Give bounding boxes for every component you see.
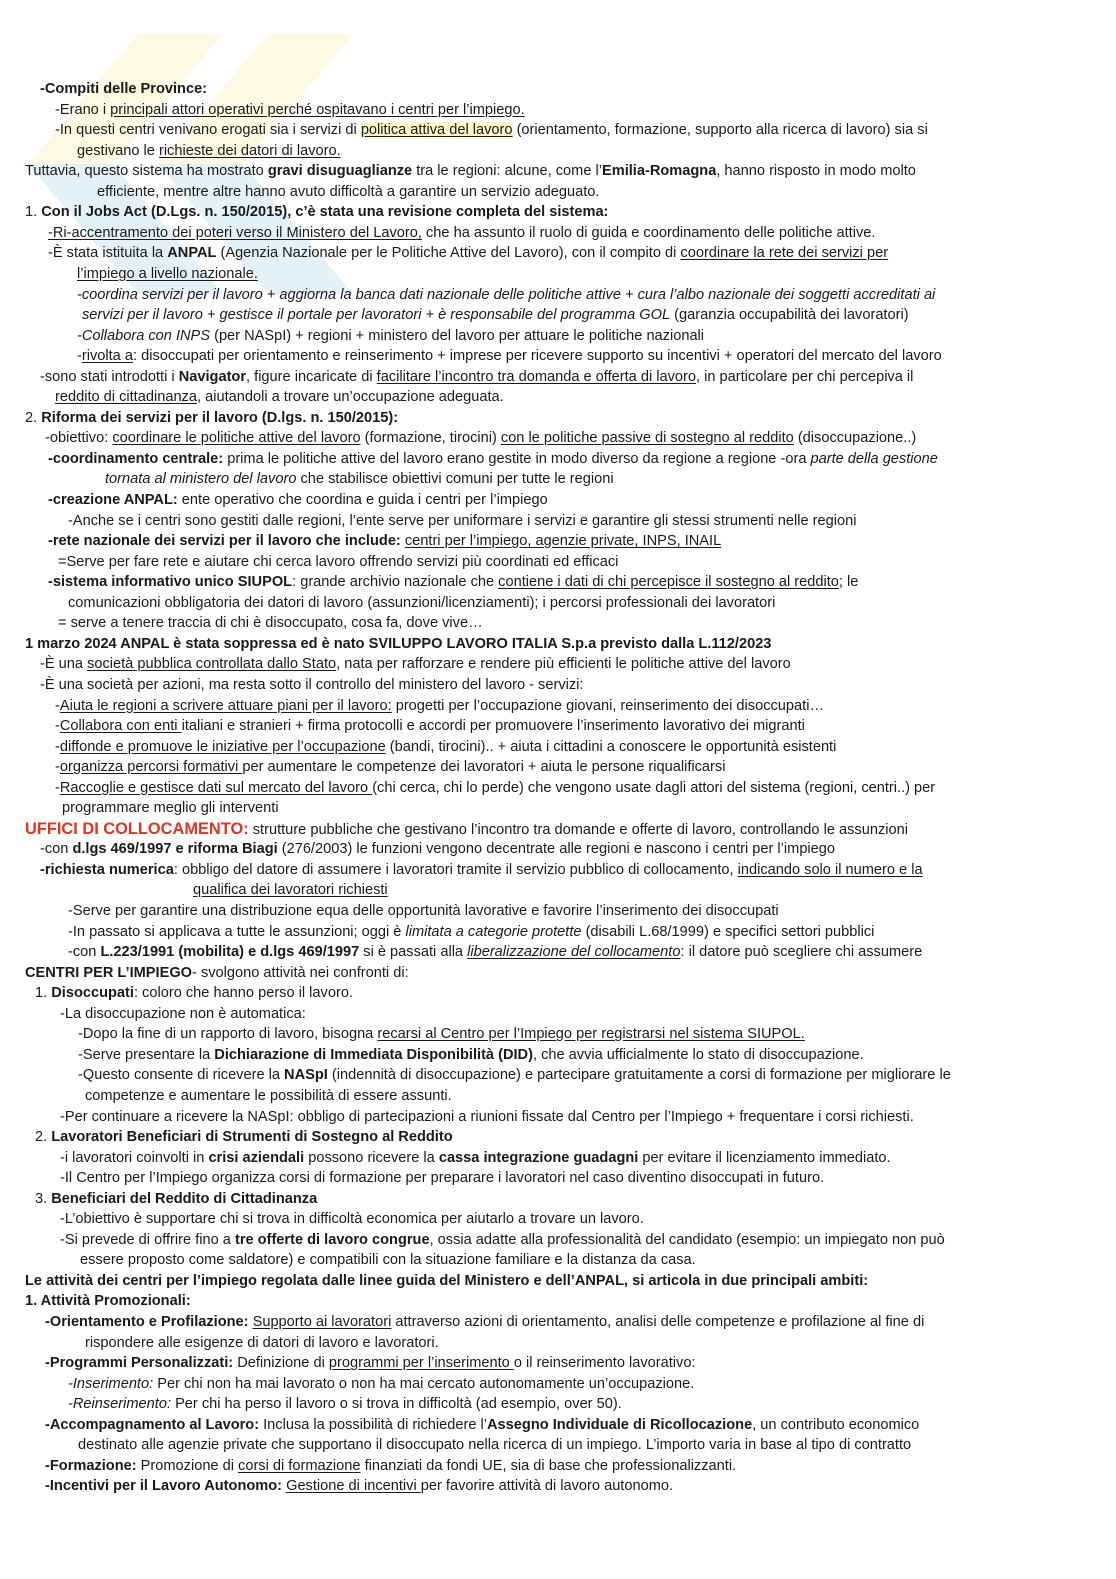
text-segment: indicando solo il numero e la (737, 861, 923, 878)
text-segment: per favorire attività di lavoro autonomo. (420, 1478, 674, 1495)
text-segment: (per NASpI) + regioni + ministero del lavoro per attuare le politiche nazionali (210, 327, 705, 344)
text-segment: , hanno risposto in modo molto (716, 163, 916, 180)
text-line (78, 1025, 805, 1044)
text-segment: Raccoglie e gestisce dati sul mercato del lavoro (59, 779, 373, 796)
text-segment: -In questi centri venivano erogati sia i servizi di (55, 122, 361, 139)
text-line (68, 512, 856, 531)
text-segment: -Reinserimento: (68, 1396, 172, 1413)
text-segment: contiene i dati di chi percepisce il sostegno al reddito (498, 574, 839, 591)
bold-text: -Compiti delle Province: (40, 81, 208, 97)
text-segment: : grande archivio nazionale che (292, 574, 499, 591)
text-segment: parte della gestione (810, 450, 938, 467)
text-line (55, 758, 725, 777)
text-segment: -obiettivo: (45, 430, 113, 447)
bold-text: Con il Jobs Act (D.Lgs. n. 150/2015), c’è stata una revisione completa del sistema: (41, 204, 609, 221)
text-segment: = serve a tenere traccia di chi è disoccupato, cosa fa, dove vive… (58, 615, 483, 632)
text-line (25, 1272, 868, 1291)
text-line (77, 142, 341, 161)
text-segment: : coloro che hanno perso il lavoro. (133, 985, 353, 1002)
text-segment: -È una società per azioni, ma resta sotto il controllo del ministero del lavoro - servizi: (40, 676, 584, 693)
text-segment: - (55, 738, 60, 755)
text-line (60, 1169, 824, 1188)
bold-text: Emilia-Romagna (601, 163, 717, 180)
text-segment: -i lavoratori coinvolti in (60, 1149, 209, 1166)
text-segment: diffonde e promuove le iniziative per l’occupazione (59, 738, 386, 755)
text-segment: : il datore può scegliere chi assumere (680, 944, 923, 961)
text-segment: finanziati da fondi UE, sia di base che professionalizzanti. (360, 1457, 737, 1474)
text-segment: rispondere alle esigenze di datori di lavoro e lavoratori. (85, 1334, 439, 1351)
text-segment: qualifica dei lavoratori richiesti (193, 882, 388, 899)
text-line (45, 1457, 736, 1476)
text-segment: (formazione, tirocini) (360, 430, 501, 447)
text-line (68, 1395, 622, 1414)
text-segment: limitata a categorie protette (405, 923, 582, 940)
bold-text: ANPAL (167, 245, 217, 262)
bold-text: -Incentivi per il Lavoro Autonomo: (45, 1478, 283, 1495)
text-segment: -Si prevede di offrire fino a (60, 1231, 235, 1248)
text-line (48, 224, 875, 243)
text-segment: , ossia adatte alla professionalità del candidato (esempio: un impiegato non può (429, 1231, 945, 1248)
bold-text: L.223/1991 (mobilita) e d.lgs 469/1997 (100, 944, 360, 961)
text-line (105, 470, 614, 489)
text-segment: -Questo consente di ricevere la (78, 1067, 285, 1084)
text-segment: che ha assunto il ruolo di guida e coordinamento delle politiche attive. (421, 224, 876, 241)
text-line (193, 881, 388, 900)
text-segment: rivolta a (81, 348, 133, 365)
document-page (0, 80, 1116, 1495)
bold-text: -creazione ANPAL: (48, 492, 178, 508)
text-line (60, 1149, 891, 1168)
text-segment: Inclusa la possibilità di richiedere l’ (259, 1416, 488, 1433)
text-segment: tra le regioni: alcune, come l’ (412, 163, 602, 180)
text-line (40, 80, 207, 99)
text-line (60, 1005, 306, 1024)
text-line (25, 1292, 191, 1311)
bold-text: Disoccupati (51, 985, 134, 1002)
text-segment: , che avvia ufficialmente lo stato di disoccupazione. (532, 1046, 864, 1063)
text-line (68, 1375, 694, 1394)
text-line (25, 203, 608, 222)
text-line (85, 1087, 452, 1106)
text-segment: -Erano i (55, 101, 111, 118)
text-line (55, 101, 525, 120)
bold-text: Lavoratori Beneficiari di Strumenti di Sostegno al Reddito (51, 1129, 453, 1146)
bold-text: -Formazione: (45, 1457, 137, 1474)
text-line (35, 984, 353, 1003)
text-segment: Definizione di (233, 1355, 329, 1372)
text-segment: organizza percorsi formativi (59, 759, 243, 776)
text-line (85, 1334, 439, 1353)
text-segment: l’impiego a livello nazionale. (77, 265, 258, 282)
bold-text: -Accompagnamento al Lavoro: (45, 1416, 260, 1433)
bold-text: -Programmi Personalizzati: (45, 1355, 234, 1372)
text-segment: , aiutandoli a trovare un’occupazione adeguata. (196, 389, 504, 406)
text-segment: =Serve per fare rete e aiutare chi cerca lavoro offrendo servizi più coordinati ed efficaci (58, 553, 619, 570)
text-segment: richieste dei datori di lavoro. (158, 142, 341, 159)
text-segment: che stabilisce obiettivi comuni per tutte le regioni (296, 471, 614, 488)
bold-text: 1. Attività Promozionali: (25, 1293, 191, 1310)
text-line (55, 121, 928, 140)
text-segment: coordinare le politiche attive del lavoro (112, 430, 361, 447)
text-segment: (disoccupazione..) (793, 430, 917, 447)
text-segment: essere proposto come saldatore) e compatibili con la situazione familiare e la distanza da casa. (80, 1252, 696, 1269)
text-segment: (Agenzia Nazionale per le Politiche Attive del Lavoro), con il compito di (216, 245, 681, 262)
text-segment: efficiente, mentre altre hanno avuto difficoltà a garantire un servizio adeguato. (97, 183, 600, 200)
bold-text: 1 marzo 2024 ANPAL è stata soppressa ed è nato SVILUPPO LAVORO ITALIA S.p.a previsto dalla L.112/2023 (25, 635, 772, 652)
text-line (40, 368, 913, 387)
text-line (45, 429, 916, 448)
text-segment: -con (40, 841, 73, 858)
text-line (60, 1108, 914, 1127)
text-segment: -La disoccupazione non è automatica: (60, 1005, 306, 1022)
text-segment: coordinare la rete dei servizi per (680, 245, 889, 262)
bold-text: -sistema informativo unico SIUPOL (48, 574, 293, 591)
text-segment: attraverso azioni di orientamento, analisi delle competenze e profilazione al fine di (391, 1314, 925, 1330)
text-segment: si è passati alla (359, 944, 468, 961)
text-segment: possono ricevere la (304, 1149, 439, 1166)
text-line (35, 1128, 453, 1147)
text-segment: , in particolare per chi percepiva il (696, 368, 914, 385)
bold-text: Navigator (178, 368, 247, 385)
text-segment: con le politiche passive di sostegno al reddito (500, 430, 794, 447)
text-segment: Per chi non ha mai lavorato o non ha mai cercato autonomamente un’occupazione. (153, 1375, 695, 1392)
text-segment: -Per continuare a ricevere la NASpI: obbligo di partecipazioni a riunioni fissate dal Centro per l’Impiego + frequentare i corsi richiesti. (60, 1108, 914, 1125)
text-line (58, 614, 483, 633)
text-segment: : disoccupati per orientamento e reinserimento + imprese per ricevere supporto su incentivi + operatori del mercato del lavoro (132, 348, 942, 365)
text-segment: Tuttavia, questo sistema ha mostrato (25, 163, 268, 180)
bold-text: Beneficiari del Reddito di Cittadinanza (51, 1190, 318, 1207)
text-segment: , nata per rafforzare e rendere più efficienti le politiche attive del lavoro (336, 656, 791, 673)
section-heading: UFFICI DI COLLOCAMENTO: (25, 819, 249, 838)
text-segment: -Serve presentare la (78, 1046, 215, 1063)
text-segment: -sono stati introdotti i (40, 368, 179, 385)
text-segment: (orientamento, formazione, supporto alla ricerca di lavoro) sia si (512, 122, 928, 139)
text-segment: Per chi ha perso il lavoro o si trova in difficoltà (ad esempio, over 50). (171, 1396, 622, 1413)
text-segment: Promozione di (136, 1457, 239, 1474)
text-segment: -con (68, 944, 101, 961)
text-segment: - (55, 779, 60, 796)
bold-text: crisi aziendali (208, 1149, 305, 1166)
text-segment: gestivano le (77, 142, 159, 159)
text-segment: -Dopo la fine di un rapporto di lavoro, bisogna (78, 1026, 378, 1043)
text-segment: (276/2003) le funzioni vengono decentrate alle regioni e nascono i centri per l’impiego (277, 841, 836, 858)
bold-text: d.lgs 469/1997 e riforma Biagi (72, 841, 278, 858)
text-line (40, 840, 835, 859)
bold-text: -coordinamento centrale: (48, 450, 224, 467)
bold-text: -richiesta numerica (40, 861, 174, 878)
text-line (40, 861, 923, 880)
text-line (40, 655, 791, 674)
text-segment: servizi per il lavoro + gestisce il portale per lavoratori + è responsabile del programma GOL (82, 307, 671, 324)
text-segment: -Anche se i centri sono gestiti dalle regioni, l’ente serve per uniformare i servizi e garantire gli stessi strumenti nelle regioni (68, 512, 857, 529)
text-line (55, 779, 935, 798)
text-line (77, 347, 942, 366)
text-line (60, 1231, 945, 1250)
text-segment: comunicazioni obbligatoria dei datori di lavoro (assunzioni/licenziamenti); i percorsi professionali dei lavoratori (68, 594, 776, 611)
text-segment: destinato alle agenzie private che supportano il disoccupato nella ricerca di un impiego. L’importo varia in base al tipo di contratto (78, 1437, 912, 1454)
text-segment: , un contributo economico (752, 1416, 920, 1433)
text-segment: principali attori operativi perché ospitavano i centri per l’impiego. (110, 101, 525, 118)
text-line (45, 1477, 673, 1496)
text-segment: Gestione di incentivi (286, 1478, 421, 1495)
text-segment: - (77, 348, 82, 365)
text-segment: (indennità di disoccupazione) e partecipare gratuitamente a corsi di formazione per migliorare le (327, 1067, 951, 1084)
text-segment: -Inserimento: (68, 1375, 154, 1392)
text-segment: -In passato si applicava a tutte le assunzioni; oggi è (68, 923, 406, 940)
bold-text: CENTRI PER L’IMPIEGO (25, 964, 193, 981)
bold-text: -rete nazionale dei servizi per il lavoro che include: (48, 533, 401, 550)
text-segment: -È una (40, 656, 88, 673)
text-line (45, 1313, 924, 1332)
text-line (48, 573, 858, 592)
text-line (62, 799, 279, 818)
text-line (35, 1190, 317, 1209)
text-segment: -Il Centro per l’Impiego organizza corsi di formazione per preparare i lavoratori nel caso diventino disoccupati in futuro. (60, 1170, 825, 1187)
text-segment: liberalizzazione del collocamento (467, 944, 681, 961)
text-line (55, 738, 836, 757)
text-segment: - (55, 697, 60, 714)
text-segment: -Collabora con INPS (77, 327, 211, 344)
bold-text: -Orientamento e Profilazione: (45, 1314, 249, 1330)
text-line (45, 1416, 919, 1435)
bold-text: tre offerte di lavoro congrue (234, 1231, 430, 1248)
bold-text: gravi disuguaglianze (267, 163, 413, 180)
text-segment: per aumentare le competenze dei lavoratori + aiuta le persone riqualificarsi (242, 759, 726, 776)
text-segment: programmi per l’inserimento (328, 1355, 514, 1372)
text-segment: (garanzia occupabilità dei lavoratori) (670, 307, 909, 324)
text-segment: -È stata istituita la (48, 245, 168, 262)
text-line (77, 327, 704, 346)
text-segment: ente operativo che coordina e guida i centri per l’impiego (177, 492, 548, 508)
text-segment: - svolgono attività nei confronti di: (192, 964, 409, 981)
text-line (55, 697, 824, 716)
text-line (58, 553, 618, 572)
text-segment: strutture pubbliche che gestivano l’incontro tra domande e offerte di lavoro, controllando le assunzioni (248, 821, 908, 838)
text-line (78, 1066, 951, 1085)
text-segment: italiani e stranieri + firma protocolli e accordi per promuovere l’inserimento lavorativo dei migranti (181, 718, 805, 735)
text-line (48, 450, 938, 469)
bold-text: NASpI (284, 1067, 328, 1084)
text-segment: Collabora con enti (59, 718, 182, 735)
text-segment: recarsi al Centro per l’Impiego per registrarsi nel sistema SIUPOL. (377, 1026, 805, 1043)
text-segment: ; le (838, 574, 859, 591)
text-segment: 1. (25, 204, 42, 221)
text-segment: -Ri-accentramento dei poteri verso il Ministero del Lavoro, (48, 224, 422, 241)
text-line (78, 1436, 911, 1455)
text-line (68, 902, 779, 921)
bold-text: Le attività dei centri per l’impiego regolata dalle linee guida del Ministero e dell’ANPAL, si articola in due principali ambiti: (25, 1272, 869, 1289)
text-line (45, 1354, 696, 1373)
text-segment: o il reinserimento lavorativo: (513, 1355, 696, 1372)
bold-text: Assegno Individuale di Ricollocazione (487, 1416, 753, 1433)
text-line (78, 1046, 864, 1065)
text-segment: tornata al ministero del lavoro (105, 471, 297, 488)
text-line (68, 594, 775, 613)
text-segment: , figure incaricate di (246, 368, 377, 385)
text-segment: per evitare il licenziamento immediato. (638, 1149, 891, 1166)
text-line (25, 635, 771, 654)
text-segment: - (55, 718, 60, 735)
text-segment: reddito di cittadinanza (55, 389, 197, 406)
text-line (68, 923, 874, 942)
text-segment: (disabili L.68/1999) e specifici settori pubblici (581, 923, 875, 940)
text-segment: programmare meglio gli interventi (62, 800, 279, 817)
text-line (25, 162, 916, 181)
text-line (55, 388, 504, 407)
text-segment: -L’obiettivo è supportare chi si trova in difficoltà economica per aiutarlo a trovare un lavoro. (60, 1211, 644, 1228)
bold-text: Riforma dei servizi per il lavoro (D.lgs. n. 150/2015): (41, 409, 399, 426)
text-segment: -coordina servizi per il lavoro + aggiorna la banca dati nazionale delle politiche attive + cura l’albo nazionale dei soggetti accreditati ai (77, 286, 936, 303)
text-line (25, 964, 409, 983)
text-segment: 2. (35, 1129, 52, 1146)
text-segment: prima le politiche attive del lavoro erano gestite in modo diverso da regione a regione -ora (223, 450, 811, 467)
text-segment: 1. (35, 985, 52, 1002)
text-segment: (chi cerca, chi lo perde) che vengono usate dagli attori del sistema (regioni, centri..) per (372, 779, 936, 796)
text-segment: (bandi, tirocini).. + aiuta i cittadini a conoscere le opportunità esistenti (385, 738, 837, 755)
text-line (48, 532, 721, 551)
text-line (60, 1210, 644, 1229)
bold-text: cassa integrazione guadagni (438, 1149, 639, 1166)
text-line (48, 244, 888, 263)
text-segment: competenze e aumentare le possibilità di essere assunti. (85, 1087, 452, 1104)
text-segment: politica attiva del lavoro (360, 122, 513, 139)
text-segment: Aiuta le regioni a scrivere attuare piani per il lavoro: (59, 697, 392, 714)
text-line (97, 183, 599, 202)
text-line (25, 820, 908, 839)
text-line (48, 491, 548, 510)
text-segment: progetti per l’occupazione giovani, reinserimento dei disoccupati… (391, 697, 825, 714)
text-segment: facilitare l’incontro tra domanda e offerta di lavoro (376, 368, 696, 385)
text-segment: Supporto ai lavoratori (252, 1314, 392, 1330)
text-line (40, 676, 583, 695)
text-segment: centri per l’impiego, agenzie private, INPS, INAIL (404, 533, 722, 550)
text-line (68, 943, 922, 962)
text-line (55, 717, 805, 736)
text-segment: - (55, 759, 60, 776)
text-line (77, 286, 935, 305)
text-line (25, 409, 398, 428)
text-line (80, 1251, 696, 1270)
text-segment: società pubblica controllata dallo Stato (87, 656, 337, 673)
text-segment: 2. (25, 409, 42, 426)
text-segment: 3. (35, 1190, 52, 1207)
text-segment: corsi di formazione (238, 1457, 361, 1474)
text-segment: : obbligo del datore di assumere i lavoratori tramite il servizio pubblico di collocamento, (173, 861, 738, 878)
text-line (82, 306, 909, 325)
text-line (77, 265, 258, 284)
bold-text: Dichiarazione di Immediata Disponibilità (DID) (214, 1046, 533, 1063)
text-segment: -Serve per garantire una distribuzione equa delle opportunità lavorative e favorire l’inserimento dei disoccupati (68, 903, 779, 919)
